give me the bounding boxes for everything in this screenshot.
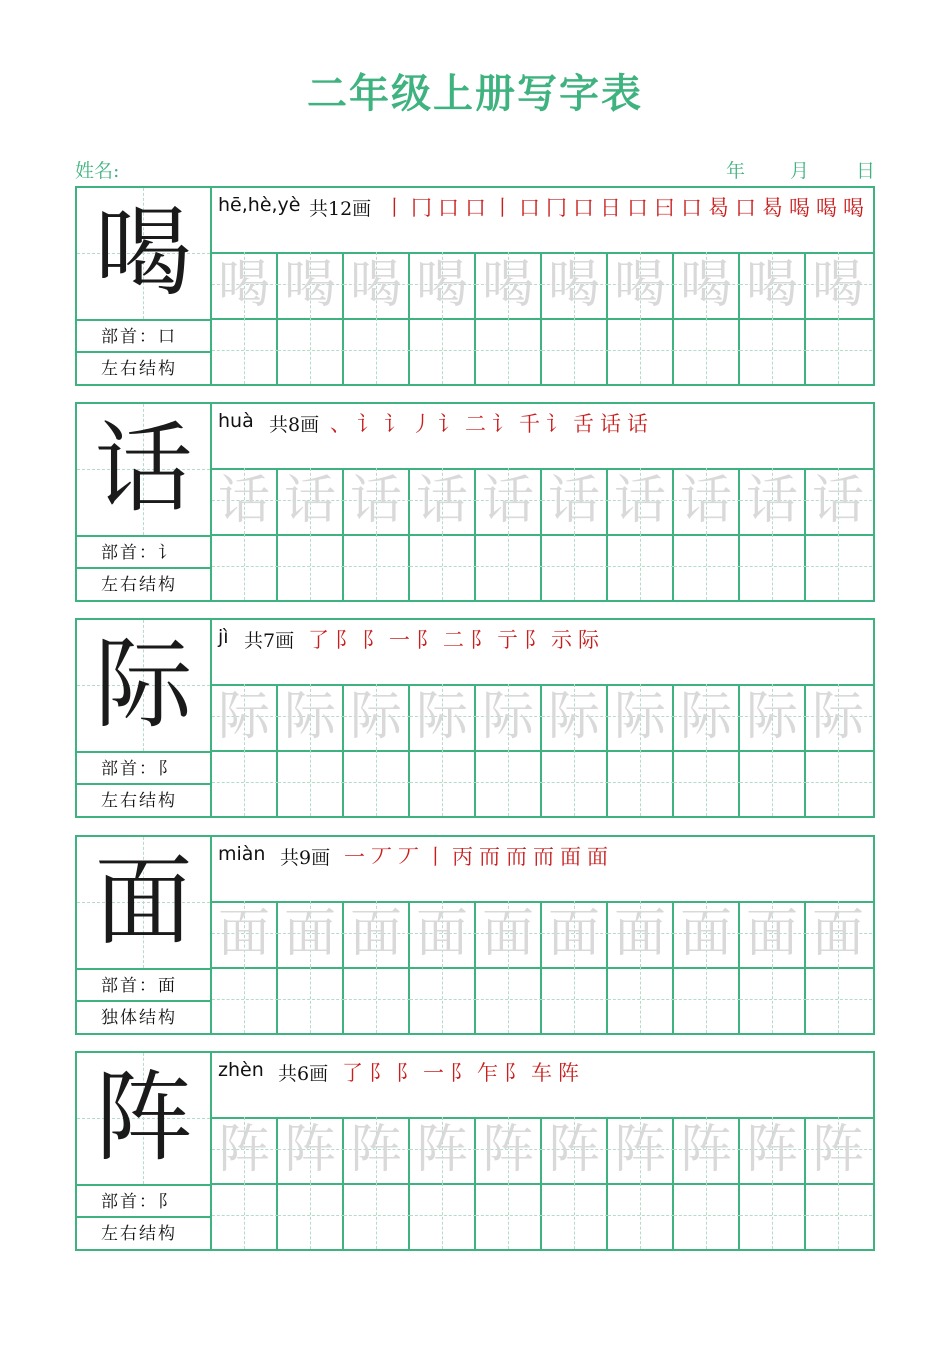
writing-cell[interactable]: [806, 318, 872, 384]
model-character: 话: [94, 412, 193, 526]
model-cell: [77, 404, 210, 535]
stroke-count: 共12画: [309, 198, 372, 220]
trace-character: 喝: [349, 255, 402, 315]
writing-cell[interactable]: [410, 252, 476, 318]
writing-cell[interactable]: [806, 750, 872, 816]
trace-character: 际: [217, 687, 270, 747]
writing-cell[interactable]: [410, 750, 476, 816]
writing-cell[interactable]: [806, 1183, 872, 1249]
stroke-count: 共9画: [280, 847, 331, 869]
writing-cell[interactable]: [542, 1183, 608, 1249]
stroke-step: 面: [587, 845, 614, 869]
trace-character: 喝: [679, 255, 732, 315]
trace-character: 际: [547, 687, 600, 747]
trace-character: 喝: [811, 255, 864, 315]
structure-label: 左右结构: [77, 351, 210, 383]
trace-character: 话: [613, 471, 666, 531]
writing-cell[interactable]: [542, 967, 608, 1033]
writing-cell[interactable]: [806, 534, 872, 600]
practice-area: [212, 837, 873, 1033]
writing-cell[interactable]: [608, 750, 674, 816]
writing-cell[interactable]: [278, 318, 344, 384]
writing-cell[interactable]: [542, 318, 608, 384]
practice-grid-row: [212, 1117, 873, 1185]
stroke-count: 共8画: [269, 414, 320, 436]
pinyin: jì: [218, 626, 229, 648]
writing-cell[interactable]: [674, 967, 740, 1033]
stroke-step: 了: [342, 1061, 369, 1085]
trace-character: 喝: [613, 255, 666, 315]
radical-label: 部首：讠: [77, 535, 210, 567]
page-title: 二年级上册写字表: [307, 70, 643, 117]
writing-cell[interactable]: [542, 901, 608, 967]
writing-cell[interactable]: [674, 318, 740, 384]
trace-character: 话: [547, 471, 600, 531]
stroke-step: 阝乍: [450, 1061, 504, 1085]
practice-area: [212, 404, 873, 600]
model-cell: [77, 837, 210, 968]
writing-cell[interactable]: [278, 252, 344, 318]
writing-cell[interactable]: [806, 1117, 872, 1183]
stroke-step: 讠二: [438, 412, 492, 436]
writing-cell[interactable]: [608, 967, 674, 1033]
stroke-step: 而: [506, 845, 533, 869]
stroke-step: 口日: [573, 196, 627, 220]
trace-character: 喝: [481, 255, 534, 315]
stroke-order-row: [212, 620, 873, 686]
character-panel: [77, 837, 212, 1033]
trace-character: 话: [349, 471, 402, 531]
model-cell: [77, 620, 210, 751]
character-block: [75, 402, 875, 602]
writing-cell[interactable]: [608, 252, 674, 318]
character-panel: [77, 404, 212, 600]
writing-cell[interactable]: [278, 1183, 344, 1249]
trace-character: 阵: [415, 1120, 468, 1180]
writing-cell[interactable]: [476, 534, 542, 600]
stroke-step: 、: [330, 412, 357, 436]
trace-character: 阵: [613, 1120, 666, 1180]
stroke-step: 丆: [371, 845, 398, 869]
writing-cell[interactable]: [344, 967, 410, 1033]
character-block: [75, 835, 875, 1035]
name-label: 姓名:: [75, 160, 120, 182]
trace-character: 阵: [811, 1120, 864, 1180]
month-label: 月: [790, 160, 810, 182]
writing-cell[interactable]: [740, 1183, 806, 1249]
writing-cell[interactable]: [806, 468, 872, 534]
radical-label: 部首：口: [77, 319, 210, 351]
writing-cell[interactable]: [542, 468, 608, 534]
writing-cell[interactable]: [674, 750, 740, 816]
stroke-order-row: [212, 188, 873, 254]
practice-grid-row: [212, 967, 873, 1033]
trace-character: 阵: [481, 1120, 534, 1180]
writing-cell[interactable]: [476, 1117, 542, 1183]
writing-cell[interactable]: [542, 750, 608, 816]
writing-cell[interactable]: [740, 750, 806, 816]
model-cell: [77, 1053, 210, 1184]
writing-cell[interactable]: [674, 901, 740, 967]
stroke-step: 话: [600, 412, 627, 436]
writing-cell[interactable]: [212, 534, 278, 600]
model-character: 喝: [94, 196, 193, 310]
stroke-order-row: [212, 1053, 873, 1119]
writing-cell[interactable]: [212, 318, 278, 384]
writing-cell[interactable]: [278, 901, 344, 967]
pinyin: hē,hè,yè: [218, 194, 301, 216]
writing-cell[interactable]: [476, 1183, 542, 1249]
writing-cell[interactable]: [410, 1117, 476, 1183]
stroke-step: 讠千: [492, 412, 546, 436]
stroke-step: 面: [560, 845, 587, 869]
writing-cell[interactable]: [608, 1117, 674, 1183]
trace-character: 喝: [283, 255, 336, 315]
writing-cell[interactable]: [410, 468, 476, 534]
trace-character: 话: [811, 471, 864, 531]
stroke-step: 了: [308, 628, 335, 652]
practice-grid-row: [212, 252, 873, 320]
stroke-step: 阝车: [504, 1061, 558, 1085]
writing-cell[interactable]: [344, 318, 410, 384]
stroke-step: 阝: [369, 1061, 396, 1085]
stroke-step: 而: [533, 845, 560, 869]
writing-cell[interactable]: [740, 684, 806, 750]
trace-character: 阵: [217, 1120, 270, 1180]
writing-cell[interactable]: [410, 901, 476, 967]
stroke-step: 口曰: [627, 196, 681, 220]
writing-cell[interactable]: [410, 1183, 476, 1249]
trace-character: 阵: [547, 1120, 600, 1180]
writing-cell[interactable]: [212, 967, 278, 1033]
writing-cell[interactable]: [278, 750, 344, 816]
writing-cell[interactable]: [608, 318, 674, 384]
writing-cell[interactable]: [476, 901, 542, 967]
writing-cell[interactable]: [344, 750, 410, 816]
stroke-step: 口丨: [465, 196, 519, 220]
writing-cell[interactable]: [410, 967, 476, 1033]
writing-cell[interactable]: [806, 684, 872, 750]
writing-cell[interactable]: [344, 684, 410, 750]
trace-character: 际: [283, 687, 336, 747]
stroke-step: 丙: [452, 845, 479, 869]
writing-cell[interactable]: [278, 534, 344, 600]
stroke-sequence: [308, 624, 605, 654]
stroke-step: 阝: [335, 628, 362, 652]
writing-cell[interactable]: [542, 252, 608, 318]
writing-cell[interactable]: [212, 750, 278, 816]
practice-grid-row: [212, 684, 873, 752]
stroke-step: 讠舌: [546, 412, 600, 436]
writing-cell[interactable]: [674, 1183, 740, 1249]
writing-cell[interactable]: [476, 468, 542, 534]
trace-character: 际: [679, 687, 732, 747]
trace-character: 喝: [415, 255, 468, 315]
writing-cell[interactable]: [542, 684, 608, 750]
trace-character: 面: [217, 904, 270, 964]
writing-cell[interactable]: [212, 1183, 278, 1249]
writing-cell[interactable]: [278, 468, 344, 534]
trace-character: 话: [679, 471, 732, 531]
writing-cell[interactable]: [212, 252, 278, 318]
writing-cell[interactable]: [608, 1183, 674, 1249]
stroke-sequence: [342, 1057, 585, 1087]
trace-character: 面: [481, 904, 534, 964]
stroke-step: 阝一: [396, 1061, 450, 1085]
writing-cell[interactable]: [278, 1117, 344, 1183]
model-character: 面: [94, 845, 193, 959]
writing-cell[interactable]: [674, 252, 740, 318]
trace-character: 阵: [745, 1120, 798, 1180]
trace-character: 面: [811, 904, 864, 964]
radical-label: 部首：面: [77, 968, 210, 1000]
stroke-step: 阝二: [416, 628, 470, 652]
stroke-step: 喝: [843, 196, 870, 220]
writing-cell[interactable]: [344, 534, 410, 600]
trace-character: 际: [745, 687, 798, 747]
writing-cell[interactable]: [476, 318, 542, 384]
stroke-sequence: [330, 408, 654, 438]
character-panel: [77, 1053, 212, 1249]
trace-character: 阵: [349, 1120, 402, 1180]
stroke-step: 话: [627, 412, 654, 436]
writing-cell[interactable]: [674, 684, 740, 750]
practice-grid-row: [212, 750, 873, 816]
trace-character: 喝: [217, 255, 270, 315]
practice-grid-row: [212, 318, 873, 384]
trace-character: 话: [283, 471, 336, 531]
trace-character: 话: [415, 471, 468, 531]
stroke-step: 冂: [411, 196, 438, 220]
stroke-sequence: [384, 192, 870, 222]
writing-cell[interactable]: [542, 1117, 608, 1183]
practice-grid-row: [212, 901, 873, 969]
trace-character: 面: [415, 904, 468, 964]
trace-character: 面: [283, 904, 336, 964]
trace-character: 喝: [745, 255, 798, 315]
trace-character: 面: [679, 904, 732, 964]
stroke-step: 丨: [384, 196, 411, 220]
trace-character: 际: [415, 687, 468, 747]
writing-cell[interactable]: [476, 252, 542, 318]
practice-area: [212, 1053, 873, 1249]
stroke-step: 口冂: [519, 196, 573, 220]
stroke-sequence: [344, 841, 614, 871]
writing-cell[interactable]: [410, 318, 476, 384]
trace-character: 面: [547, 904, 600, 964]
character-block: [75, 618, 875, 818]
character-panel: [77, 188, 212, 384]
writing-cell[interactable]: [608, 534, 674, 600]
writing-cell[interactable]: [740, 318, 806, 384]
writing-cell[interactable]: [608, 901, 674, 967]
structure-label: 左右结构: [77, 783, 210, 815]
writing-cell[interactable]: [410, 684, 476, 750]
writing-cell[interactable]: [740, 468, 806, 534]
stroke-step: 阝一: [362, 628, 416, 652]
writing-cell[interactable]: [740, 967, 806, 1033]
writing-cell[interactable]: [212, 684, 278, 750]
model-character: 际: [94, 628, 193, 742]
stroke-step: 一: [344, 845, 371, 869]
radical-label: 部首：阝: [77, 751, 210, 783]
day-label: 日: [856, 160, 876, 182]
writing-cell[interactable]: [344, 901, 410, 967]
writing-cell[interactable]: [278, 967, 344, 1033]
writing-cell[interactable]: [806, 901, 872, 967]
writing-cell[interactable]: [476, 750, 542, 816]
writing-cell[interactable]: [542, 534, 608, 600]
writing-cell[interactable]: [740, 252, 806, 318]
writing-cell[interactable]: [344, 1117, 410, 1183]
writing-cell[interactable]: [806, 967, 872, 1033]
writing-cell[interactable]: [278, 684, 344, 750]
stroke-step: 而: [479, 845, 506, 869]
writing-cell[interactable]: [674, 468, 740, 534]
trace-character: 际: [613, 687, 666, 747]
trace-character: 喝: [547, 255, 600, 315]
writing-cell[interactable]: [476, 684, 542, 750]
writing-cell[interactable]: [344, 252, 410, 318]
structure-label: 独体结构: [77, 1000, 210, 1032]
practice-grid-row: [212, 468, 873, 536]
writing-cell[interactable]: [740, 534, 806, 600]
stroke-step: 口曷: [681, 196, 735, 220]
model-character: 阵: [94, 1061, 193, 1175]
trace-character: 阵: [679, 1120, 732, 1180]
character-block: [75, 1051, 875, 1251]
character-panel: [77, 620, 212, 816]
stroke-order-row: [212, 837, 873, 903]
pinyin: miàn: [218, 843, 266, 865]
stroke-count: 共6画: [278, 1063, 329, 1085]
trace-character: 际: [349, 687, 402, 747]
practice-grid-row: [212, 1183, 873, 1249]
trace-character: 面: [745, 904, 798, 964]
writing-cell[interactable]: [740, 1117, 806, 1183]
stroke-count: 共7画: [244, 630, 295, 652]
stroke-step: 喝: [816, 196, 843, 220]
practice-area: [212, 620, 873, 816]
stroke-step: 讠: [357, 412, 384, 436]
trace-character: 面: [349, 904, 402, 964]
stroke-step: 阝示: [524, 628, 578, 652]
writing-cell[interactable]: [476, 967, 542, 1033]
pinyin: zhèn: [218, 1059, 264, 1081]
writing-cell[interactable]: [674, 1117, 740, 1183]
trace-character: 际: [811, 687, 864, 747]
trace-character: 际: [481, 687, 534, 747]
stroke-order-row: [212, 404, 873, 470]
stroke-step: 阵: [558, 1061, 585, 1085]
stroke-step: 讠丿: [384, 412, 438, 436]
trace-character: 话: [217, 471, 270, 531]
writing-cell[interactable]: [410, 534, 476, 600]
stroke-step: 口曷: [735, 196, 789, 220]
practice-area: [212, 188, 873, 384]
stroke-step: 阝亍: [470, 628, 524, 652]
stroke-step: 口: [438, 196, 465, 220]
writing-cell[interactable]: [806, 252, 872, 318]
structure-label: 左右结构: [77, 567, 210, 599]
radical-label: 部首：阝: [77, 1184, 210, 1216]
year-label: 年: [726, 160, 746, 182]
trace-character: 阵: [283, 1120, 336, 1180]
writing-cell[interactable]: [212, 468, 278, 534]
stroke-step: 际: [578, 628, 605, 652]
model-cell: [77, 188, 210, 319]
character-block: [75, 186, 875, 386]
writing-cell[interactable]: [608, 468, 674, 534]
trace-character: 话: [745, 471, 798, 531]
writing-cell[interactable]: [608, 684, 674, 750]
practice-grid-row: [212, 534, 873, 600]
writing-cell[interactable]: [344, 1183, 410, 1249]
stroke-step: 喝: [789, 196, 816, 220]
pinyin: huà: [218, 410, 254, 432]
stroke-step: 丆丨: [398, 845, 452, 869]
structure-label: 左右结构: [77, 1216, 210, 1248]
writing-cell[interactable]: [212, 1117, 278, 1183]
writing-cell[interactable]: [344, 468, 410, 534]
writing-cell[interactable]: [740, 901, 806, 967]
writing-cell[interactable]: [212, 901, 278, 967]
trace-character: 话: [481, 471, 534, 531]
writing-cell[interactable]: [674, 534, 740, 600]
trace-character: 面: [613, 904, 666, 964]
